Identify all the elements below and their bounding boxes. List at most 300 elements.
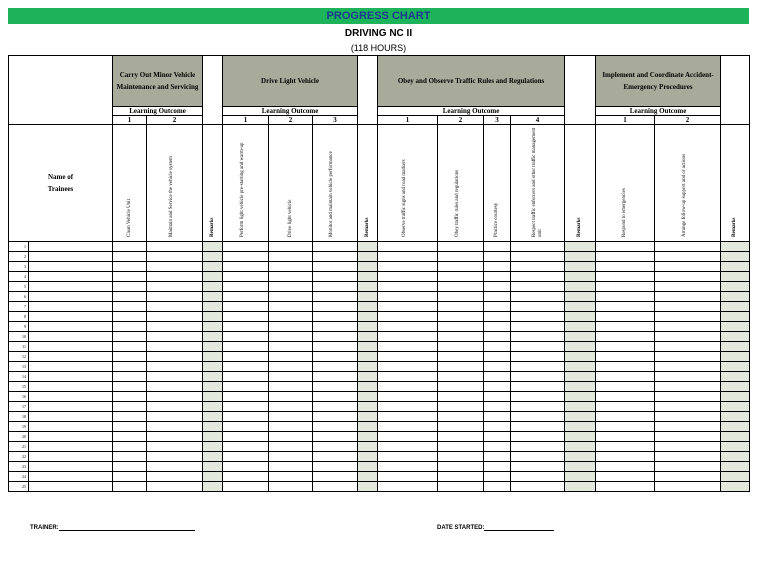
progress-cell[interactable] bbox=[511, 442, 565, 452]
remarks-cell[interactable] bbox=[358, 252, 378, 262]
trainee-name-cell[interactable] bbox=[29, 472, 113, 482]
remarks-cell[interactable] bbox=[203, 462, 223, 472]
progress-cell[interactable] bbox=[511, 392, 565, 402]
progress-cell[interactable] bbox=[113, 412, 147, 422]
progress-cell[interactable] bbox=[269, 262, 313, 272]
progress-cell[interactable] bbox=[113, 332, 147, 342]
progress-cell[interactable] bbox=[313, 332, 358, 342]
remarks-cell[interactable] bbox=[565, 302, 596, 312]
progress-cell[interactable] bbox=[438, 412, 484, 422]
progress-cell[interactable] bbox=[438, 272, 484, 282]
progress-cell[interactable] bbox=[223, 352, 269, 362]
progress-cell[interactable] bbox=[655, 472, 721, 482]
progress-cell[interactable] bbox=[378, 322, 438, 332]
progress-cell[interactable] bbox=[113, 252, 147, 262]
progress-cell[interactable] bbox=[438, 392, 484, 402]
remarks-cell[interactable] bbox=[358, 342, 378, 352]
progress-cell[interactable] bbox=[113, 342, 147, 352]
progress-cell[interactable] bbox=[113, 392, 147, 402]
remarks-cell[interactable] bbox=[721, 382, 750, 392]
progress-cell[interactable] bbox=[596, 292, 655, 302]
progress-cell[interactable] bbox=[269, 252, 313, 262]
progress-cell[interactable] bbox=[655, 312, 721, 322]
progress-cell[interactable] bbox=[147, 422, 203, 432]
progress-cell[interactable] bbox=[113, 442, 147, 452]
progress-cell[interactable] bbox=[113, 402, 147, 412]
progress-cell[interactable] bbox=[596, 242, 655, 252]
progress-cell[interactable] bbox=[596, 472, 655, 482]
progress-cell[interactable] bbox=[223, 482, 269, 492]
progress-cell[interactable] bbox=[147, 312, 203, 322]
progress-cell[interactable] bbox=[484, 372, 511, 382]
progress-cell[interactable] bbox=[596, 382, 655, 392]
progress-cell[interactable] bbox=[313, 352, 358, 362]
progress-cell[interactable] bbox=[147, 282, 203, 292]
progress-cell[interactable] bbox=[223, 392, 269, 402]
progress-cell[interactable] bbox=[269, 322, 313, 332]
progress-cell[interactable] bbox=[484, 242, 511, 252]
progress-cell[interactable] bbox=[596, 362, 655, 372]
progress-cell[interactable] bbox=[223, 372, 269, 382]
remarks-cell[interactable] bbox=[721, 252, 750, 262]
remarks-cell[interactable] bbox=[358, 332, 378, 342]
progress-cell[interactable] bbox=[655, 262, 721, 272]
progress-cell[interactable] bbox=[596, 262, 655, 272]
progress-cell[interactable] bbox=[438, 442, 484, 452]
progress-cell[interactable] bbox=[378, 442, 438, 452]
trainee-name-cell[interactable] bbox=[29, 462, 113, 472]
remarks-cell[interactable] bbox=[565, 382, 596, 392]
progress-cell[interactable] bbox=[378, 372, 438, 382]
progress-cell[interactable] bbox=[378, 402, 438, 412]
trainee-name-cell[interactable] bbox=[29, 252, 113, 262]
progress-cell[interactable] bbox=[223, 292, 269, 302]
progress-cell[interactable] bbox=[313, 262, 358, 272]
remarks-cell[interactable] bbox=[565, 282, 596, 292]
remarks-cell[interactable] bbox=[358, 242, 378, 252]
progress-cell[interactable] bbox=[484, 292, 511, 302]
remarks-cell[interactable] bbox=[358, 262, 378, 272]
remarks-cell[interactable] bbox=[358, 282, 378, 292]
progress-cell[interactable] bbox=[147, 272, 203, 282]
progress-cell[interactable] bbox=[484, 362, 511, 372]
progress-cell[interactable] bbox=[223, 282, 269, 292]
progress-cell[interactable] bbox=[484, 402, 511, 412]
progress-cell[interactable] bbox=[313, 382, 358, 392]
progress-cell[interactable] bbox=[313, 482, 358, 492]
progress-cell[interactable] bbox=[438, 432, 484, 442]
progress-cell[interactable] bbox=[378, 352, 438, 362]
remarks-cell[interactable] bbox=[358, 472, 378, 482]
progress-cell[interactable] bbox=[113, 352, 147, 362]
progress-cell[interactable] bbox=[655, 242, 721, 252]
trainee-name-cell[interactable] bbox=[29, 372, 113, 382]
remarks-cell[interactable] bbox=[203, 422, 223, 432]
progress-cell[interactable] bbox=[269, 432, 313, 442]
remarks-cell[interactable] bbox=[721, 362, 750, 372]
progress-cell[interactable] bbox=[113, 262, 147, 272]
progress-cell[interactable] bbox=[596, 312, 655, 322]
remarks-cell[interactable] bbox=[565, 262, 596, 272]
trainee-name-cell[interactable] bbox=[29, 362, 113, 372]
progress-cell[interactable] bbox=[113, 302, 147, 312]
progress-cell[interactable] bbox=[511, 432, 565, 442]
progress-cell[interactable] bbox=[223, 312, 269, 322]
progress-cell[interactable] bbox=[438, 292, 484, 302]
progress-cell[interactable] bbox=[511, 322, 565, 332]
progress-cell[interactable] bbox=[269, 282, 313, 292]
progress-cell[interactable] bbox=[378, 382, 438, 392]
trainee-name-cell[interactable] bbox=[29, 392, 113, 402]
remarks-cell[interactable] bbox=[203, 282, 223, 292]
progress-cell[interactable] bbox=[655, 422, 721, 432]
progress-cell[interactable] bbox=[655, 302, 721, 312]
progress-cell[interactable] bbox=[223, 332, 269, 342]
progress-cell[interactable] bbox=[269, 452, 313, 462]
progress-cell[interactable] bbox=[313, 312, 358, 322]
progress-cell[interactable] bbox=[223, 462, 269, 472]
remarks-cell[interactable] bbox=[358, 302, 378, 312]
progress-cell[interactable] bbox=[596, 482, 655, 492]
progress-cell[interactable] bbox=[223, 472, 269, 482]
progress-cell[interactable] bbox=[269, 242, 313, 252]
trainee-name-cell[interactable] bbox=[29, 292, 113, 302]
progress-cell[interactable] bbox=[269, 472, 313, 482]
progress-cell[interactable] bbox=[484, 452, 511, 462]
progress-cell[interactable] bbox=[438, 482, 484, 492]
progress-cell[interactable] bbox=[438, 472, 484, 482]
progress-cell[interactable] bbox=[484, 302, 511, 312]
progress-cell[interactable] bbox=[438, 382, 484, 392]
remarks-cell[interactable] bbox=[721, 282, 750, 292]
progress-cell[interactable] bbox=[269, 402, 313, 412]
progress-cell[interactable] bbox=[269, 372, 313, 382]
progress-cell[interactable] bbox=[378, 432, 438, 442]
progress-cell[interactable] bbox=[313, 412, 358, 422]
progress-cell[interactable] bbox=[655, 342, 721, 352]
progress-cell[interactable] bbox=[655, 482, 721, 492]
progress-cell[interactable] bbox=[655, 452, 721, 462]
progress-cell[interactable] bbox=[223, 402, 269, 412]
progress-cell[interactable] bbox=[378, 242, 438, 252]
progress-cell[interactable] bbox=[438, 312, 484, 322]
progress-cell[interactable] bbox=[223, 322, 269, 332]
remarks-cell[interactable] bbox=[203, 362, 223, 372]
progress-cell[interactable] bbox=[313, 362, 358, 372]
progress-cell[interactable] bbox=[438, 322, 484, 332]
progress-cell[interactable] bbox=[484, 272, 511, 282]
progress-cell[interactable] bbox=[511, 382, 565, 392]
progress-cell[interactable] bbox=[596, 372, 655, 382]
remarks-cell[interactable] bbox=[565, 462, 596, 472]
remarks-cell[interactable] bbox=[721, 402, 750, 412]
progress-cell[interactable] bbox=[378, 262, 438, 272]
progress-cell[interactable] bbox=[596, 252, 655, 262]
progress-cell[interactable] bbox=[511, 462, 565, 472]
progress-cell[interactable] bbox=[596, 392, 655, 402]
progress-cell[interactable] bbox=[223, 432, 269, 442]
progress-cell[interactable] bbox=[511, 362, 565, 372]
remarks-cell[interactable] bbox=[565, 332, 596, 342]
progress-cell[interactable] bbox=[313, 422, 358, 432]
progress-cell[interactable] bbox=[438, 362, 484, 372]
remarks-cell[interactable] bbox=[358, 292, 378, 302]
progress-cell[interactable] bbox=[147, 402, 203, 412]
progress-cell[interactable] bbox=[269, 422, 313, 432]
progress-cell[interactable] bbox=[113, 382, 147, 392]
progress-cell[interactable] bbox=[596, 322, 655, 332]
progress-cell[interactable] bbox=[484, 282, 511, 292]
remarks-cell[interactable] bbox=[565, 292, 596, 302]
progress-cell[interactable] bbox=[113, 372, 147, 382]
progress-cell[interactable] bbox=[655, 282, 721, 292]
remarks-cell[interactable] bbox=[721, 472, 750, 482]
progress-cell[interactable] bbox=[438, 422, 484, 432]
remarks-cell[interactable] bbox=[721, 372, 750, 382]
progress-cell[interactable] bbox=[313, 342, 358, 352]
progress-cell[interactable] bbox=[438, 282, 484, 292]
progress-cell[interactable] bbox=[378, 272, 438, 282]
progress-cell[interactable] bbox=[147, 242, 203, 252]
remarks-cell[interactable] bbox=[565, 392, 596, 402]
progress-cell[interactable] bbox=[223, 252, 269, 262]
progress-cell[interactable] bbox=[655, 382, 721, 392]
progress-cell[interactable] bbox=[378, 482, 438, 492]
remarks-cell[interactable] bbox=[721, 412, 750, 422]
progress-cell[interactable] bbox=[655, 352, 721, 362]
progress-cell[interactable] bbox=[313, 272, 358, 282]
progress-cell[interactable] bbox=[484, 412, 511, 422]
progress-cell[interactable] bbox=[313, 292, 358, 302]
remarks-cell[interactable] bbox=[203, 382, 223, 392]
progress-cell[interactable] bbox=[484, 432, 511, 442]
progress-cell[interactable] bbox=[113, 282, 147, 292]
remarks-cell[interactable] bbox=[203, 332, 223, 342]
progress-cell[interactable] bbox=[313, 282, 358, 292]
progress-cell[interactable] bbox=[484, 472, 511, 482]
progress-cell[interactable] bbox=[484, 352, 511, 362]
remarks-cell[interactable] bbox=[358, 452, 378, 462]
progress-cell[interactable] bbox=[511, 262, 565, 272]
remarks-cell[interactable] bbox=[358, 412, 378, 422]
progress-cell[interactable] bbox=[223, 412, 269, 422]
remarks-cell[interactable] bbox=[565, 452, 596, 462]
trainee-name-cell[interactable] bbox=[29, 402, 113, 412]
progress-cell[interactable] bbox=[313, 242, 358, 252]
remarks-cell[interactable] bbox=[203, 312, 223, 322]
progress-cell[interactable] bbox=[378, 302, 438, 312]
progress-cell[interactable] bbox=[147, 372, 203, 382]
progress-cell[interactable] bbox=[484, 332, 511, 342]
progress-cell[interactable] bbox=[511, 272, 565, 282]
progress-cell[interactable] bbox=[655, 412, 721, 422]
progress-cell[interactable] bbox=[378, 392, 438, 402]
progress-cell[interactable] bbox=[378, 282, 438, 292]
remarks-cell[interactable] bbox=[565, 312, 596, 322]
remarks-cell[interactable] bbox=[721, 462, 750, 472]
progress-cell[interactable] bbox=[655, 322, 721, 332]
progress-cell[interactable] bbox=[147, 382, 203, 392]
progress-cell[interactable] bbox=[113, 452, 147, 462]
remarks-cell[interactable] bbox=[721, 262, 750, 272]
progress-cell[interactable] bbox=[511, 452, 565, 462]
trainee-name-cell[interactable] bbox=[29, 482, 113, 492]
trainee-name-cell[interactable] bbox=[29, 352, 113, 362]
progress-cell[interactable] bbox=[269, 292, 313, 302]
progress-cell[interactable] bbox=[484, 322, 511, 332]
progress-cell[interactable] bbox=[269, 312, 313, 322]
progress-cell[interactable] bbox=[438, 462, 484, 472]
progress-cell[interactable] bbox=[269, 352, 313, 362]
progress-cell[interactable] bbox=[223, 442, 269, 452]
progress-cell[interactable] bbox=[147, 392, 203, 402]
remarks-cell[interactable] bbox=[721, 342, 750, 352]
progress-cell[interactable] bbox=[655, 402, 721, 412]
progress-cell[interactable] bbox=[484, 252, 511, 262]
progress-cell[interactable] bbox=[147, 322, 203, 332]
progress-cell[interactable] bbox=[147, 452, 203, 462]
progress-cell[interactable] bbox=[269, 392, 313, 402]
remarks-cell[interactable] bbox=[721, 452, 750, 462]
progress-cell[interactable] bbox=[378, 472, 438, 482]
progress-cell[interactable] bbox=[511, 302, 565, 312]
progress-cell[interactable] bbox=[113, 482, 147, 492]
progress-cell[interactable] bbox=[147, 362, 203, 372]
trainee-name-cell[interactable] bbox=[29, 442, 113, 452]
progress-cell[interactable] bbox=[655, 332, 721, 342]
progress-cell[interactable] bbox=[113, 242, 147, 252]
progress-cell[interactable] bbox=[113, 422, 147, 432]
progress-cell[interactable] bbox=[596, 402, 655, 412]
progress-cell[interactable] bbox=[378, 462, 438, 472]
progress-cell[interactable] bbox=[655, 442, 721, 452]
progress-cell[interactable] bbox=[223, 362, 269, 372]
progress-cell[interactable] bbox=[269, 442, 313, 452]
progress-cell[interactable] bbox=[596, 272, 655, 282]
progress-cell[interactable] bbox=[147, 462, 203, 472]
progress-cell[interactable] bbox=[484, 442, 511, 452]
remarks-cell[interactable] bbox=[565, 432, 596, 442]
progress-cell[interactable] bbox=[438, 342, 484, 352]
progress-cell[interactable] bbox=[484, 392, 511, 402]
progress-cell[interactable] bbox=[596, 302, 655, 312]
progress-cell[interactable] bbox=[511, 412, 565, 422]
progress-cell[interactable] bbox=[147, 482, 203, 492]
remarks-cell[interactable] bbox=[721, 322, 750, 332]
progress-cell[interactable] bbox=[596, 432, 655, 442]
progress-cell[interactable] bbox=[269, 382, 313, 392]
remarks-cell[interactable] bbox=[358, 482, 378, 492]
remarks-cell[interactable] bbox=[721, 392, 750, 402]
progress-cell[interactable] bbox=[223, 452, 269, 462]
progress-cell[interactable] bbox=[596, 352, 655, 362]
trainee-name-cell[interactable] bbox=[29, 452, 113, 462]
remarks-cell[interactable] bbox=[203, 342, 223, 352]
progress-cell[interactable] bbox=[147, 332, 203, 342]
remarks-cell[interactable] bbox=[358, 432, 378, 442]
remarks-cell[interactable] bbox=[565, 272, 596, 282]
progress-cell[interactable] bbox=[596, 342, 655, 352]
progress-cell[interactable] bbox=[113, 272, 147, 282]
remarks-cell[interactable] bbox=[721, 302, 750, 312]
progress-cell[interactable] bbox=[511, 282, 565, 292]
remarks-cell[interactable] bbox=[565, 442, 596, 452]
progress-cell[interactable] bbox=[438, 332, 484, 342]
remarks-cell[interactable] bbox=[565, 482, 596, 492]
progress-cell[interactable] bbox=[484, 422, 511, 432]
progress-cell[interactable] bbox=[269, 362, 313, 372]
remarks-cell[interactable] bbox=[203, 442, 223, 452]
trainee-name-cell[interactable] bbox=[29, 322, 113, 332]
progress-cell[interactable] bbox=[147, 472, 203, 482]
remarks-cell[interactable] bbox=[721, 242, 750, 252]
remarks-cell[interactable] bbox=[565, 412, 596, 422]
remarks-cell[interactable] bbox=[358, 462, 378, 472]
remarks-cell[interactable] bbox=[203, 252, 223, 262]
progress-cell[interactable] bbox=[147, 252, 203, 262]
progress-cell[interactable] bbox=[438, 402, 484, 412]
progress-cell[interactable] bbox=[438, 452, 484, 462]
progress-cell[interactable] bbox=[147, 302, 203, 312]
progress-cell[interactable] bbox=[223, 422, 269, 432]
remarks-cell[interactable] bbox=[358, 352, 378, 362]
trainee-name-cell[interactable] bbox=[29, 272, 113, 282]
progress-cell[interactable] bbox=[511, 422, 565, 432]
progress-cell[interactable] bbox=[313, 322, 358, 332]
remarks-cell[interactable] bbox=[203, 262, 223, 272]
progress-cell[interactable] bbox=[511, 342, 565, 352]
progress-cell[interactable] bbox=[378, 312, 438, 322]
progress-cell[interactable] bbox=[223, 302, 269, 312]
remarks-cell[interactable] bbox=[565, 372, 596, 382]
progress-cell[interactable] bbox=[438, 372, 484, 382]
remarks-cell[interactable] bbox=[721, 312, 750, 322]
progress-cell[interactable] bbox=[655, 272, 721, 282]
progress-cell[interactable] bbox=[378, 362, 438, 372]
trainee-name-cell[interactable] bbox=[29, 332, 113, 342]
progress-cell[interactable] bbox=[655, 362, 721, 372]
progress-cell[interactable] bbox=[596, 462, 655, 472]
remarks-cell[interactable] bbox=[358, 382, 378, 392]
remarks-cell[interactable] bbox=[358, 272, 378, 282]
remarks-cell[interactable] bbox=[721, 482, 750, 492]
remarks-cell[interactable] bbox=[565, 252, 596, 262]
remarks-cell[interactable] bbox=[358, 392, 378, 402]
remarks-cell[interactable] bbox=[203, 472, 223, 482]
remarks-cell[interactable] bbox=[203, 452, 223, 462]
trainee-name-cell[interactable] bbox=[29, 282, 113, 292]
trainee-name-cell[interactable] bbox=[29, 262, 113, 272]
progress-cell[interactable] bbox=[378, 422, 438, 432]
remarks-cell[interactable] bbox=[203, 352, 223, 362]
progress-cell[interactable] bbox=[113, 312, 147, 322]
remarks-cell[interactable] bbox=[721, 442, 750, 452]
progress-cell[interactable] bbox=[596, 282, 655, 292]
progress-cell[interactable] bbox=[596, 452, 655, 462]
progress-cell[interactable] bbox=[269, 302, 313, 312]
progress-cell[interactable] bbox=[511, 402, 565, 412]
progress-cell[interactable] bbox=[484, 342, 511, 352]
progress-cell[interactable] bbox=[147, 442, 203, 452]
progress-cell[interactable] bbox=[596, 332, 655, 342]
progress-cell[interactable] bbox=[511, 292, 565, 302]
remarks-cell[interactable] bbox=[203, 392, 223, 402]
progress-cell[interactable] bbox=[655, 392, 721, 402]
progress-cell[interactable] bbox=[511, 482, 565, 492]
progress-cell[interactable] bbox=[378, 332, 438, 342]
progress-cell[interactable] bbox=[511, 472, 565, 482]
progress-cell[interactable] bbox=[313, 442, 358, 452]
